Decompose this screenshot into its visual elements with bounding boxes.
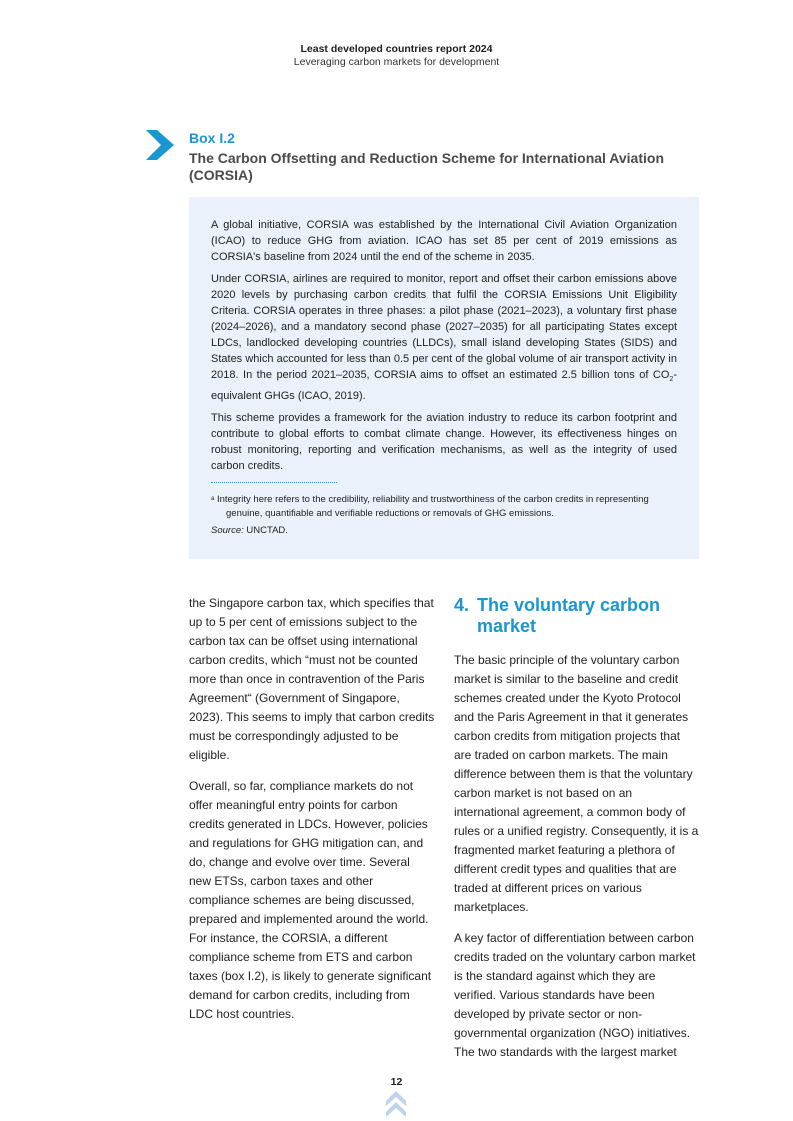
box-paragraph: A global initiative, CORSIA was established by the International Civil Aviation Organization (ICAO) to reduce GHG from aviation. ICAO has set 85 per cent of 2019 emissions as CORSIA's baseline from 2024 until the end of the scheme in 2035. (211, 219, 677, 263)
page-number: 12 (390, 1076, 403, 1088)
source-value: UNCTAD. (246, 525, 288, 536)
body-paragraph: Overall, so far, compliance markets do not offer meaningful entry points for carbon credits generated in LDCs. However, policies and regulations for GHG mitigation can, and do, change and evolve over time. Several new ETSs, carbon taxes and other compliance schemes are being discussed, prepared and implemented around the world. For instance, the CORSIA, a different compliance scheme from ETS and carbon taxes (box I.2), is likely to generate significant demand for carbon credits, including from LDC host countries. (189, 779, 432, 1021)
section-title: The voluntary carbon market (477, 595, 661, 636)
running-header (0, 43, 793, 69)
right-column (454, 594, 700, 1074)
box-body (211, 217, 677, 480)
section-heading (454, 595, 700, 637)
body-paragraph: A key factor of differentiation between carbon credits traded on the voluntary carbon market is the standard against which they are verified. Various standards have been developed by private sector or non-governmental organization (NGO) initiatives. The two standards with the largest market (454, 931, 696, 1059)
report-title: Least developed countries report 2024 (300, 43, 493, 55)
subscript: 2 (669, 376, 674, 384)
left-column (189, 594, 435, 1036)
box-paragraph-text: Under CORSIA, airlines are required to monitor, report and offset their carbon emissions above 2020 levels by purchasing carbon credits that fulfil the CORSIA Emissions Unit Eligibility Criteria. CORSIA operates in three phases: a pilot phase (2021–2023), a voluntary first phase (2024–2026), and a mandatory second phase (2027–2035) for all participating States except LDCs, landlocked developing countries (LLDCs), small island developing States (SIDS) and States which accounted for less than 0.5 per cent of the global volume of air transport activity in 2018. In the period 2021–2035, CORSIA aims to offset an estimated 2.5 billion tons of CO (211, 273, 677, 381)
body-paragraph: the Singapore carbon tax, which specifies that up to 5 per cent of emissions subject to the carbon tax can be offset using international carbon credits, which “must not be counted more than once in contravention of the Paris Agreement“ (Government of Singapore, 2023). This seems to imply that carbon credits must be correspondingly adjusted to be eligible. (189, 596, 435, 762)
box-title: The Carbon Offsetting and Reduction Scheme for International Aviation (CORSIA) (189, 150, 664, 183)
source-label: Source: (211, 525, 244, 536)
box-paragraph: This scheme provides a framework for the aviation industry to reduce its carbon footprint and contribute to global efforts to combat climate change. However, its effectiveness hinges on robust monitoring, reporting and verification mechanisms, as well as the integrity of used carbon credits. (211, 412, 677, 473)
source-line (211, 524, 677, 538)
footnote-marker: a (211, 496, 215, 502)
body-paragraph: The basic principle of the voluntary carbon market is similar to the baseline and credit schemes created under the Kyoto Protocol and the Paris Agreement in that it generates carbon credits from mitigation projects that are traded on carbon markets. The main difference between them is that the voluntary carbon market is not based on an international agreement, a common body of rules or a unified registry. Consequently, it is a fragmented market featuring a plethora of different credit types and qualities that are traded at different prices on various marketplaces. (454, 653, 699, 914)
chevron-right-icon (146, 130, 174, 160)
box-label: Box I.2 (189, 130, 235, 146)
footnote (211, 493, 677, 520)
box-paragraph-text: -equivalent GHGs (ICAO, 2019). (211, 369, 677, 403)
double-chevron-up-icon[interactable] (385, 1089, 407, 1121)
section-number: 4. (454, 595, 470, 615)
footnote-divider (211, 482, 337, 483)
report-subtitle: Leveraging carbon markets for development (293, 56, 500, 68)
box-footnotes (211, 493, 677, 538)
footnote-text: Integrity here refers to the credibility, reliability and trustworthiness of the carbon credits in representing genuine, quantifiable and verifiable reductions or removals of GHG emissions. (216, 494, 649, 519)
box-paragraph (211, 271, 677, 404)
